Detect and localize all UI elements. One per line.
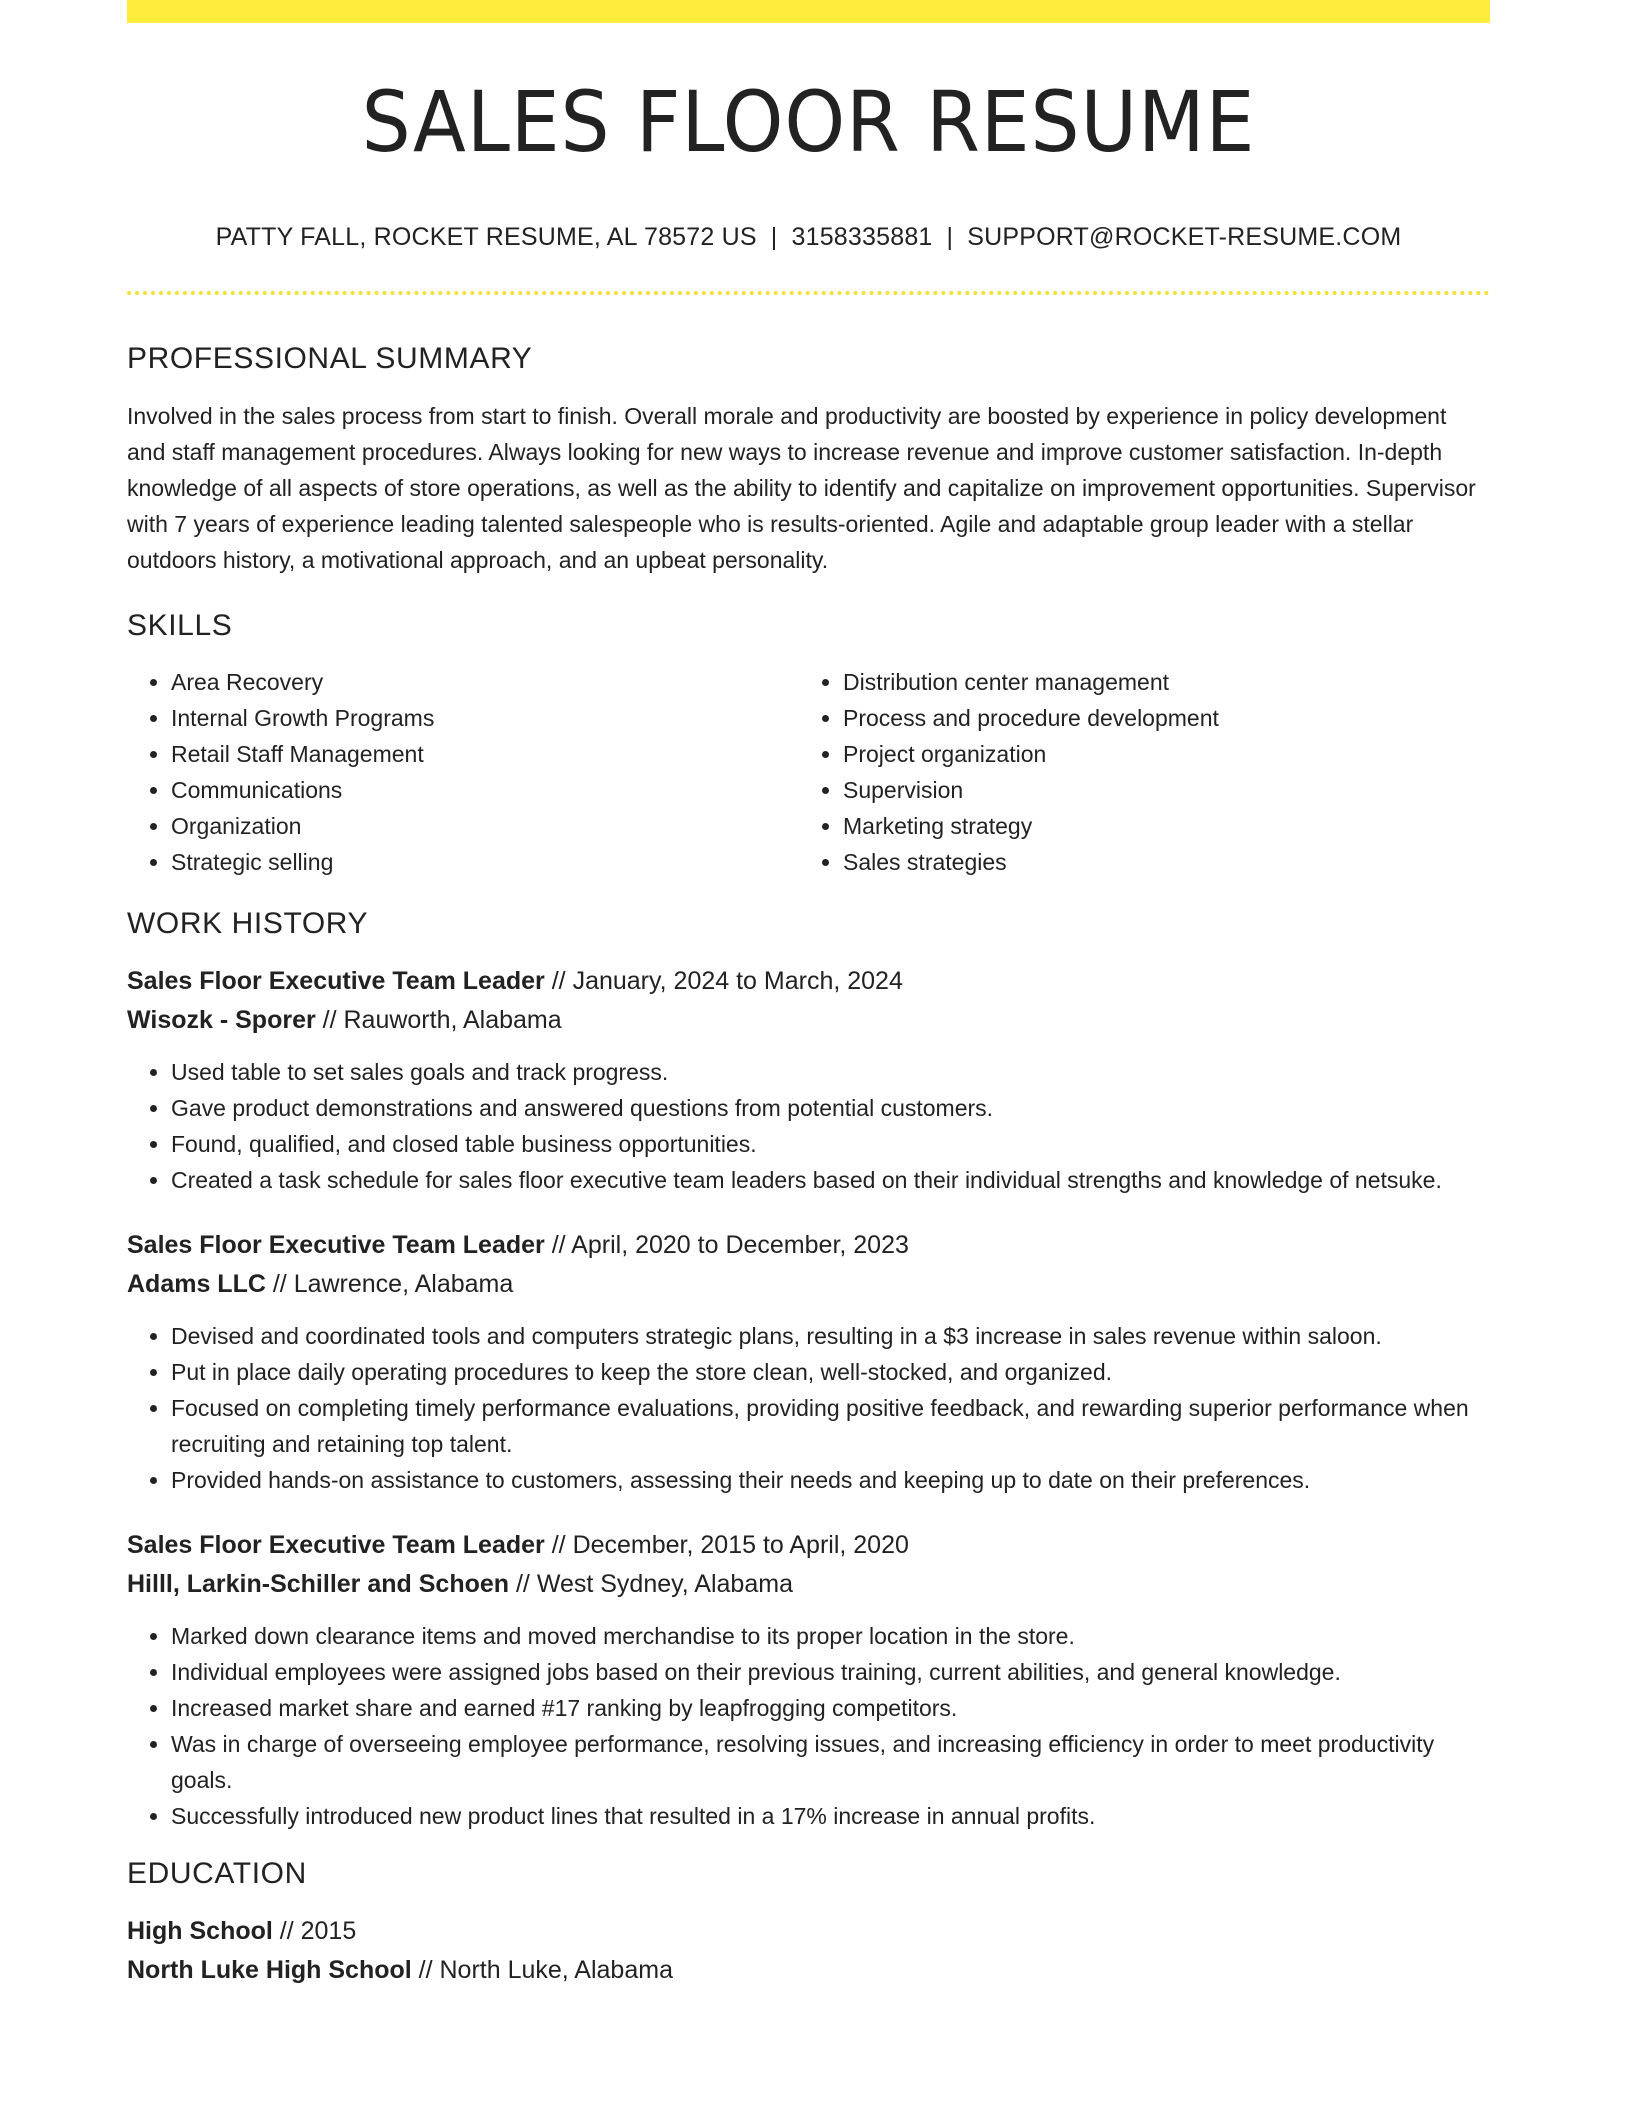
skill-item: • Area Recovery (171, 664, 799, 700)
skill-item: • Project organization (843, 736, 1471, 772)
job-entry (127, 1526, 1490, 1834)
summary-text: Involved in the sales process from start to finish. Overall morale and productivity are boosted by experience in policy development and staff management procedures. Always looking for new ways to increase revenue and improve customer satisfaction. In-depth knowledge of all aspects of store operations, as well as the ability to identify and capitalize on improvement opportunities. Supervisor with 7 years of experience leading talented salespeople who is results-oriented. Agile and adaptable group leader with a stellar outdoors history, a motivational approach, and an upbeat personality. (127, 403, 1476, 573)
skill-item: • Organization (171, 808, 799, 844)
job-title: Sales Floor Executive Team Leader (127, 1531, 545, 1559)
skill-item: • Sales strategies (843, 844, 1471, 880)
skill-item: • Retail Staff Management (171, 736, 799, 772)
job-title-line (127, 962, 1490, 1001)
job-title-line (127, 1226, 1490, 1265)
education-school: North Luke High School (127, 1956, 412, 1984)
job-company: Hilll, Larkin-Schiller and Schoen (127, 1570, 510, 1598)
job-bullet: • Used table to set sales goals and track progress. (171, 1054, 1490, 1090)
job-title-line (127, 1526, 1490, 1565)
skills-heading: SKILLS (127, 609, 233, 642)
skill-item: • Communications (171, 772, 799, 808)
job-dates: // April, 2020 to December, 2023 (544, 1231, 909, 1259)
summary-heading: PROFESSIONAL SUMMARY (127, 342, 533, 375)
job-company-line (127, 1001, 1490, 1040)
job-location: // Lawrence, Alabama (265, 1270, 514, 1298)
education-degree-line (127, 1912, 1490, 1951)
skill-item: • Distribution center management (843, 664, 1471, 700)
skill-item: • Strategic selling (171, 844, 799, 880)
dotted-divider (127, 291, 1490, 295)
skills-column-left (127, 664, 799, 880)
education-heading: EDUCATION (127, 1857, 307, 1890)
job-bullet: • Created a task schedule for sales floor executive team leaders based on their individual strengths and knowledge of netsuke. (171, 1162, 1490, 1198)
job-company-line (127, 1265, 1490, 1304)
resume-page (127, 0, 1490, 1990)
work-history-heading: WORK HISTORY (127, 907, 369, 940)
job-company: Adams LLC (127, 1270, 266, 1298)
contact-separator: | (946, 223, 954, 251)
skill-item: • Marketing strategy (843, 808, 1471, 844)
skill-item: • Supervision (843, 772, 1471, 808)
job-bullet: • Found, qualified, and closed table business opportunities. (171, 1126, 1490, 1162)
job-bullet: • Successfully introduced new product lines that resulted in a 17% increase in annual profits. (171, 1798, 1490, 1834)
job-bullet: • Marked down clearance items and moved merchandise to its proper location in the store. (171, 1618, 1490, 1654)
job-location: // Rauworth, Alabama (315, 1006, 562, 1034)
job-title: Sales Floor Executive Team Leader (127, 1231, 545, 1259)
job-bullet: • Provided hands-on assistance to customers, assessing their needs and keeping up to date on their preferences. (171, 1462, 1490, 1498)
education-location: // North Luke, Alabama (411, 1956, 673, 1984)
job-bullet: • Put in place daily operating procedures to keep the store clean, well-stocked, and organized. (171, 1354, 1490, 1390)
skills-column-right (799, 664, 1471, 880)
resume-title: SALES FLOOR RESUME (361, 73, 1256, 171)
skills-list (127, 664, 1490, 880)
education-entry (127, 1912, 1490, 1990)
job-entry (127, 1226, 1490, 1498)
job-company-line (127, 1565, 1490, 1604)
skill-item: • Internal Growth Programs (171, 700, 799, 736)
job-location: // West Sydney, Alabama (509, 1570, 793, 1598)
skill-item: • Process and procedure development (843, 700, 1471, 736)
job-bullet: • Focused on completing timely performance evaluations, providing positive feedback, and rewarding superior performance when recruiting and retaining top talent. (171, 1390, 1490, 1462)
job-bullet: • Increased market share and earned #17 ranking by leapfrogging competitors. (171, 1690, 1490, 1726)
accent-bar (127, 0, 1490, 23)
education-year: // 2015 (272, 1917, 357, 1945)
job-bullet: • Was in charge of overseeing employee performance, resolving issues, and increasing efficiency in order to meet productivity goals. (171, 1726, 1490, 1798)
contact-line (127, 222, 1490, 252)
contact-email: SUPPORT@ROCKET-RESUME.COM (967, 223, 1402, 251)
job-company: Wisozk - Sporer (127, 1006, 316, 1034)
job-dates: // December, 2015 to April, 2020 (544, 1531, 909, 1559)
job-entry (127, 962, 1490, 1198)
job-bullet: • Gave product demonstrations and answered questions from potential customers. (171, 1090, 1490, 1126)
job-bullet: • Individual employees were assigned jobs based on their previous training, current abilities, and general knowledge. (171, 1654, 1490, 1690)
contact-separator: | (770, 223, 778, 251)
contact-phone: 3158335881 (791, 223, 933, 251)
job-title: Sales Floor Executive Team Leader (127, 967, 545, 995)
job-bullet: • Devised and coordinated tools and computers strategic plans, resulting in a $3 increase in sales revenue within saloon. (171, 1318, 1490, 1354)
work-history-list (127, 962, 1490, 1834)
education-school-line (127, 1951, 1490, 1990)
job-dates: // January, 2024 to March, 2024 (544, 967, 903, 995)
contact-address: PATTY FALL, ROCKET RESUME, AL 78572 US (215, 223, 757, 251)
education-degree: High School (127, 1917, 273, 1945)
